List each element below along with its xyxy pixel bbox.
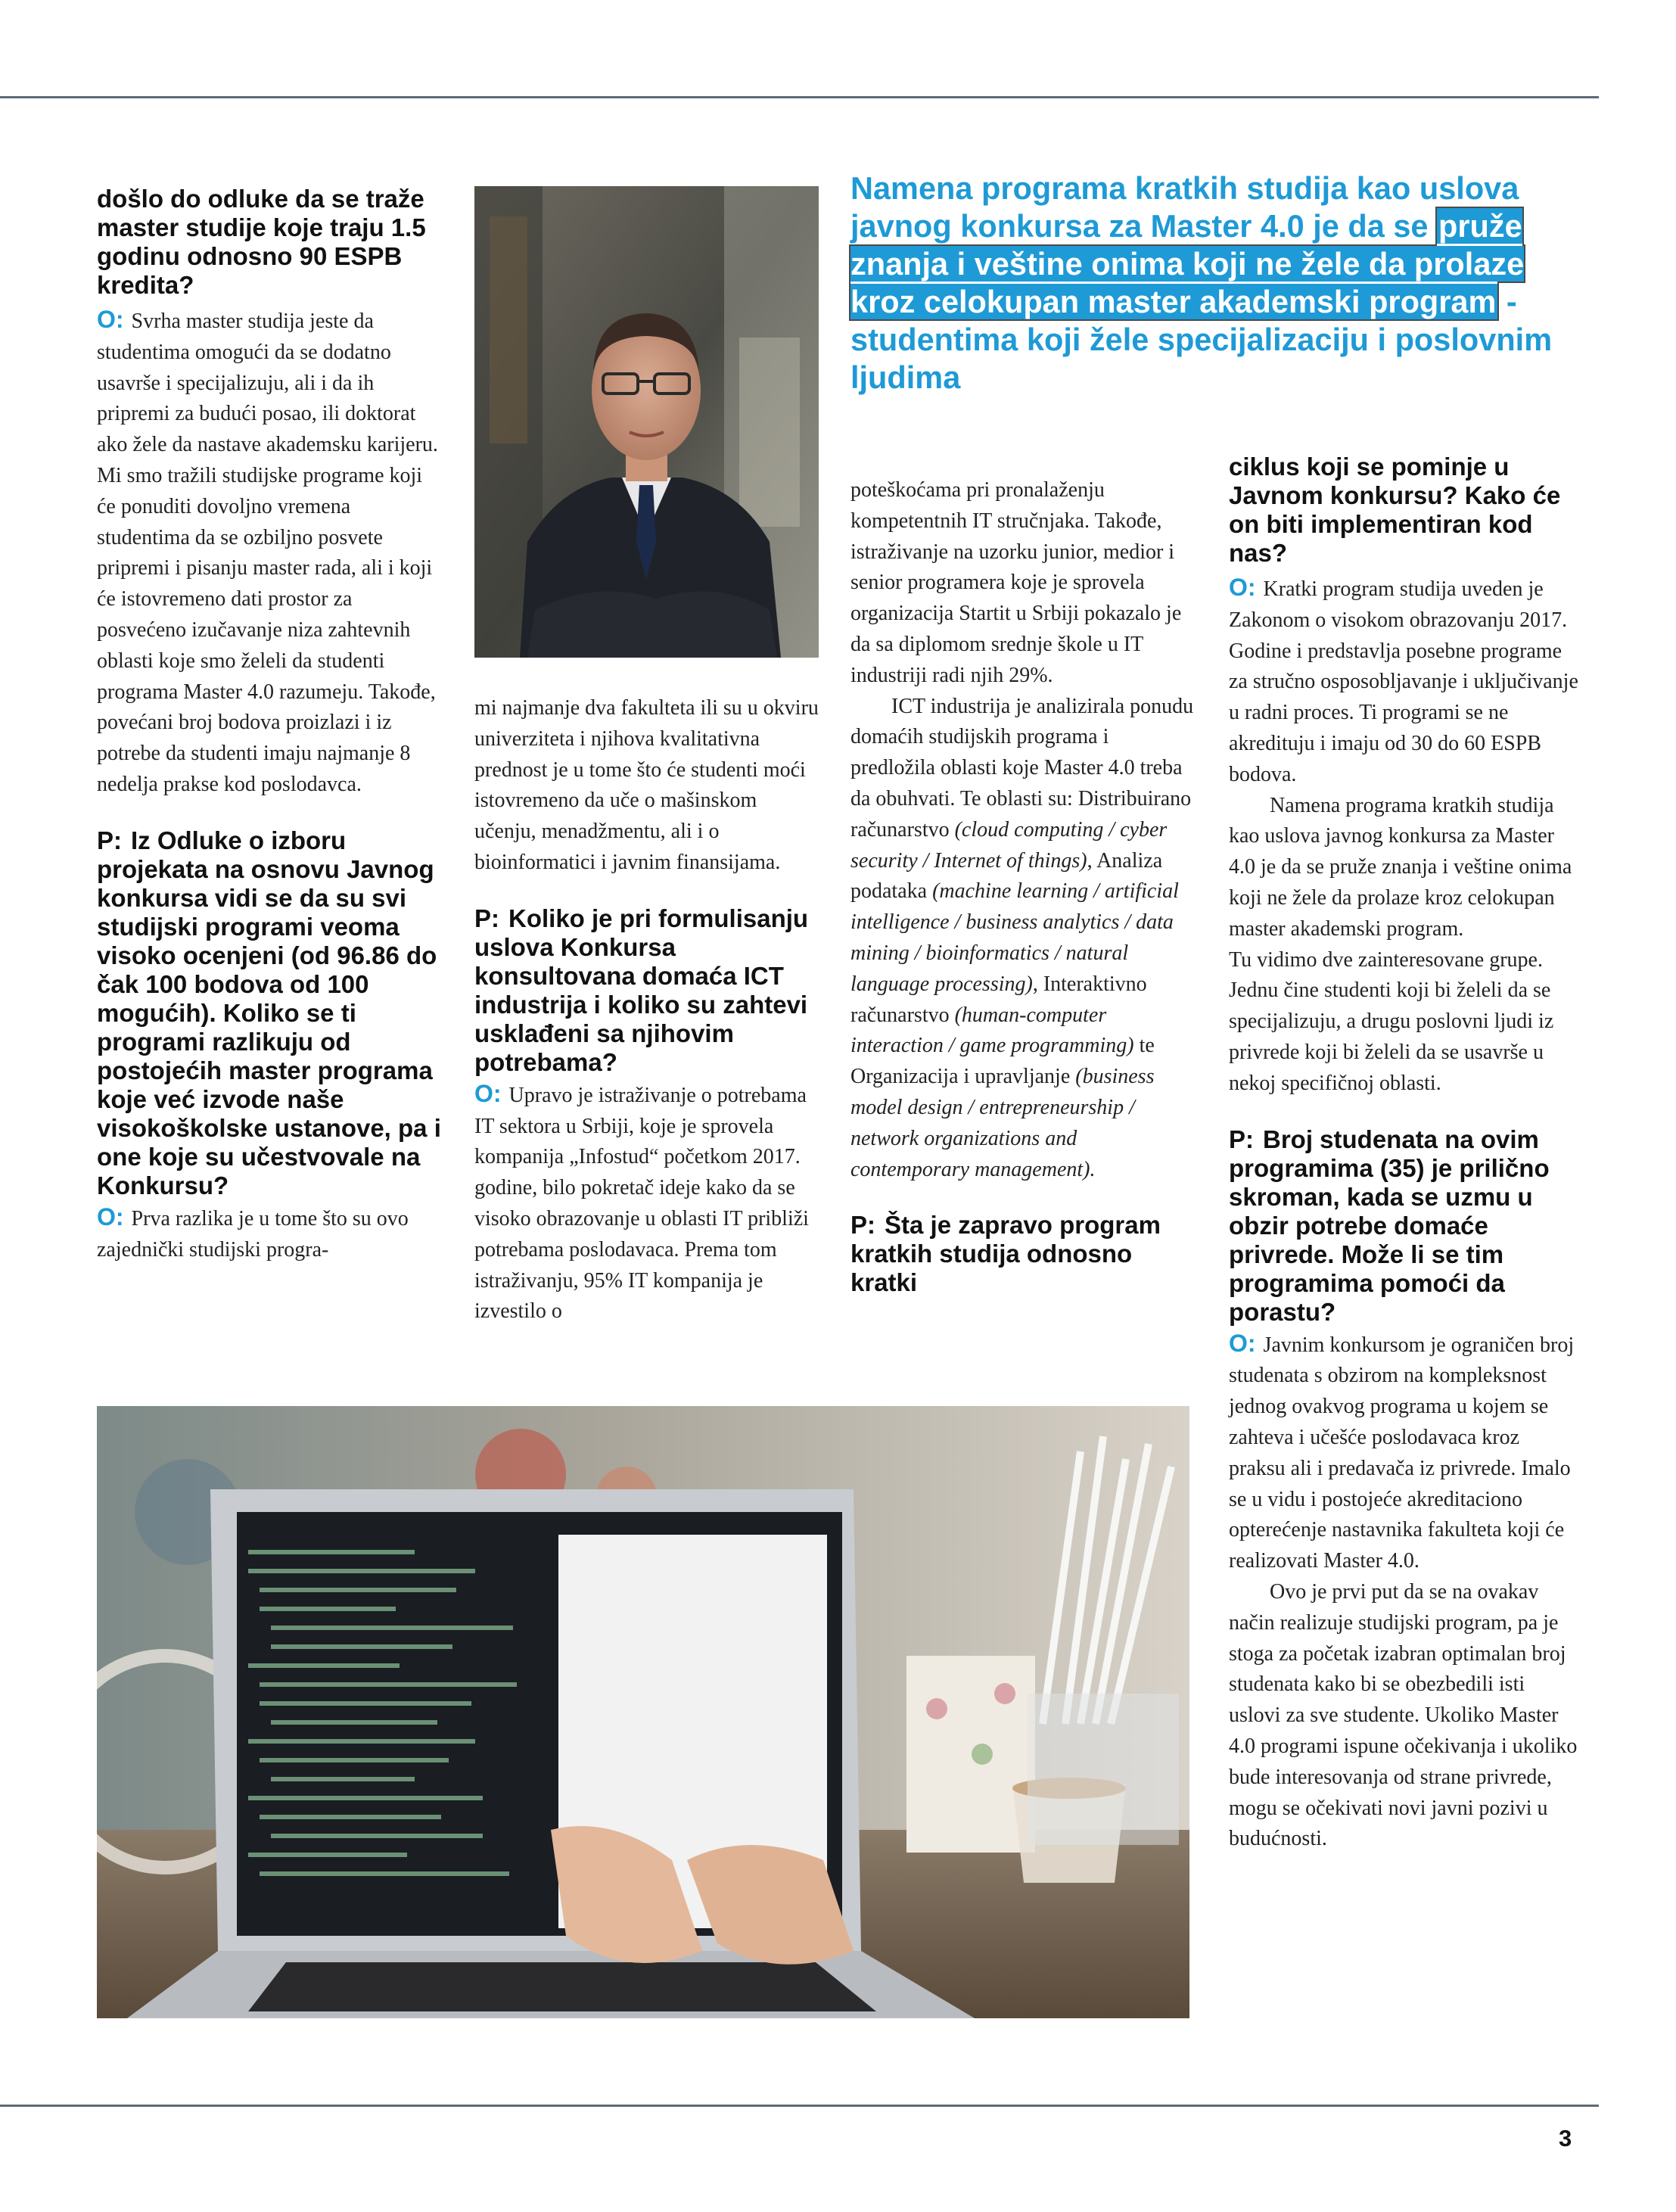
question-label: P: xyxy=(97,826,122,854)
question-text: Broj studenata na ovim programima (35) je prilično skroman, kada se uzmu u obzir potrebe domaće privrede. Može li se tim programima pomoći da porastu? xyxy=(1229,1125,1550,1326)
answer-text: Kratki program studija uveden je Zakonom o visokom obrazovanju 2017. Godine i predstavlja posebne programe za stručno osposobljavanje i uključivanje u radni proces. Ti programi se ne akredituju i imaju od 30 do 60 ESPB bodova. xyxy=(1229,577,1578,786)
text-run: te Organizacija i upravljanje xyxy=(850,1034,1155,1089)
italic-run: (business model design / entrepreneurship / network organizations and contemporary management). xyxy=(850,1065,1155,1181)
question-label: P: xyxy=(474,904,499,932)
pull-quote-highlight: pruže znanja i veštine onima koji ne žele da prolaze kroz celokupan master akademski program xyxy=(850,208,1525,319)
answer-paragraph xyxy=(1229,572,1578,791)
body-paragraph: Tu vidimo dve zainteresovane grupe. Jednu čine studenti koji bi želeli da se specijalizuju, a drugu poslovni ljudi iz privrede koji bi želeli da se usavrše u nekoj specifičnoj oblasti. xyxy=(1229,947,1554,1095)
text-run: , Interaktivno računarstvo xyxy=(850,972,1147,1027)
column-2 xyxy=(474,693,819,1327)
italic-run: (cloud computing / cyber security / Internet of things) xyxy=(850,817,1168,873)
top-rule xyxy=(0,96,1599,98)
text-run: ICT industrija je analizirala ponudu domaćih studijskih programa i predložila oblasti koje Master 4.0 treba da obuhvati. Te oblasti su: Distribuirano računarstvo xyxy=(850,694,1194,842)
answer-text: Prva razlika je u tome što su ovo zajednički studijski progra- xyxy=(97,1206,409,1262)
answer-label: O: xyxy=(1229,574,1256,601)
question-text: Šta je zapravo program kratkih studija odnosno kratki xyxy=(850,1211,1161,1297)
answer-paragraph xyxy=(97,1202,443,1266)
portrait-photo xyxy=(474,186,819,658)
answer-label: O: xyxy=(1229,1329,1256,1357)
bottom-rule xyxy=(0,2105,1599,2107)
answer-label: O: xyxy=(474,1079,502,1107)
answer-text: Javnim konkursom je ograničen broj studenata s obzirom na kompleksnost jednog ovakvog programa u kojem se zahteva i učešće poslodavaca kroz praksu ali i predavača iz privrede. Imalo se u vidu i postojeće akreditaciono opterećenje nastavnika fakulteta koji će realizovati Master 4.0. xyxy=(1229,1333,1575,1573)
question-text: Koliko je pri formulisanju uslova Konkursa konsultovana domaća ICT industrija i koliko su zahtevi usklađeni sa njihovim potrebama? xyxy=(474,904,809,1076)
question-block xyxy=(1229,1125,1578,1327)
pull-quote xyxy=(850,170,1581,397)
body-paragraph xyxy=(850,692,1199,1186)
question-block xyxy=(850,1211,1199,1297)
question-block xyxy=(97,826,443,1200)
question-continuation: došlo do odluke da se traže master studije koje traju 1.5 godinu odnosno 90 ESPB kredita? xyxy=(97,185,426,299)
pull-quote-text: Namena programa kratkih studija kao uslova javnog konkursa za Master 4.0 je da se xyxy=(850,170,1519,244)
laptop-photo xyxy=(97,1406,1189,2018)
answer-label: O: xyxy=(97,1202,124,1230)
pull-quote-text-end: - studentima koji žele specijalizaciju i poslovnim ljudima xyxy=(850,284,1553,395)
question-label: P: xyxy=(1229,1125,1254,1153)
column-1 xyxy=(97,185,443,1265)
italic-run: (human-computer interaction / game programming) xyxy=(850,1003,1134,1058)
body-paragraph: mi najmanje dva fakulteta ili su u okviru univerziteta i njihova kvalitativna prednost je u tome što će studenti moći istovremeno da uče o mašinskom učenju, menadžmentu, ali i o bioinformatici i javnim finansijama. xyxy=(474,696,819,874)
question-block xyxy=(474,904,819,1077)
text-run: , Analiza podataka xyxy=(850,848,1163,904)
column-3 xyxy=(850,475,1199,1297)
question-label: P: xyxy=(850,1211,875,1240)
question-continuation: ciklus koji se pominje u Javnom konkursu? Kako će on biti implementiran kod nas? xyxy=(1229,453,1561,567)
answer-text: Upravo je istraživanje o potrebama IT sektora u Srbiji, koje je sprovela kompanija „Infostud“ početkom 2017. godine, bilo pokretač ideje kako da se visoko obrazovanje u oblasti IT približi potrebama poslodavaca. Prema tom istraživanju, 95% IT kompanija je izvestilo o xyxy=(474,1083,809,1324)
answer-paragraph xyxy=(474,1078,819,1327)
question-text: Iz Odluke o izboru projekata na osnovu Javnog konkursa vidi se da su svi studijski programi veoma visoko ocenjeni (od 96.86 do čak 100 bodova od 100 mogućih). Koliko se ti programi razlikuju od postojećih master programa koje već izvode naše visokoškolske ustanove, pa i one koje su učestvovale na Konkursu? xyxy=(97,826,441,1199)
body-paragraph: Namena programa kratkih studija kao uslova javnog konkursa za Master 4.0 je da se pruže znanja i veštine onima koji ne žele da prolaze kroz celokupan master akademski program. xyxy=(1229,793,1572,941)
body-paragraph: Ovo je prvi put da se na ovakav način realizuje studijski program, pa je stoga za početak izabran optimalan broj studenata kako bi se obezbedili isti uslovi za sve studente. Ukoliko Master 4.0 programi ispune očekivanja i ukoliko bude interesovanja od strane privrede, mogu se očekivati novi javni pozivi u budućnosti. xyxy=(1229,1579,1578,1851)
page-number: 3 xyxy=(1559,2125,1572,2151)
answer-label: O: xyxy=(97,306,124,333)
answer-paragraph xyxy=(1229,1328,1578,1577)
answer-paragraph xyxy=(97,304,443,801)
answer-text: Svrha master studija jeste da studentima omogući da se dodatno usavrše i specijalizuju, ali i da ih pripremi za budući posao, ili doktorat ako žele da nastave akademsku karijeru. Mi smo tražili studijske programe koji će ponuditi dovoljno vremena studentima da se ozbiljno posvete pripremi i pisanju master rada, ali i koji će istovremeno dati prostor za posvećeno izučavanje niza zahtevnih oblasti koje smo želeli da studenti programa Master 4.0 razumeju. Takođe, povećani broj bodova proizlazi i iz potrebe da studenti imaju najmanje 8 nedelja prakse kod poslodavca. xyxy=(97,310,438,796)
italic-run: (machine learning / artificial intelligence / business analytics / data mining / bioinformatics / natural language processing) xyxy=(850,879,1179,996)
column-4 xyxy=(1229,453,1578,1855)
body-paragraph: poteškoćama pri pronalaženju kompetentnih IT stručnjaka. Takođe, istraživanje na uzorku junior, medior i senior programera koje je sprovela organizacija Startit u Srbiji pokazalo je da sa diplomom srednje škole u IT industriji radi njih 29%. xyxy=(850,478,1182,687)
